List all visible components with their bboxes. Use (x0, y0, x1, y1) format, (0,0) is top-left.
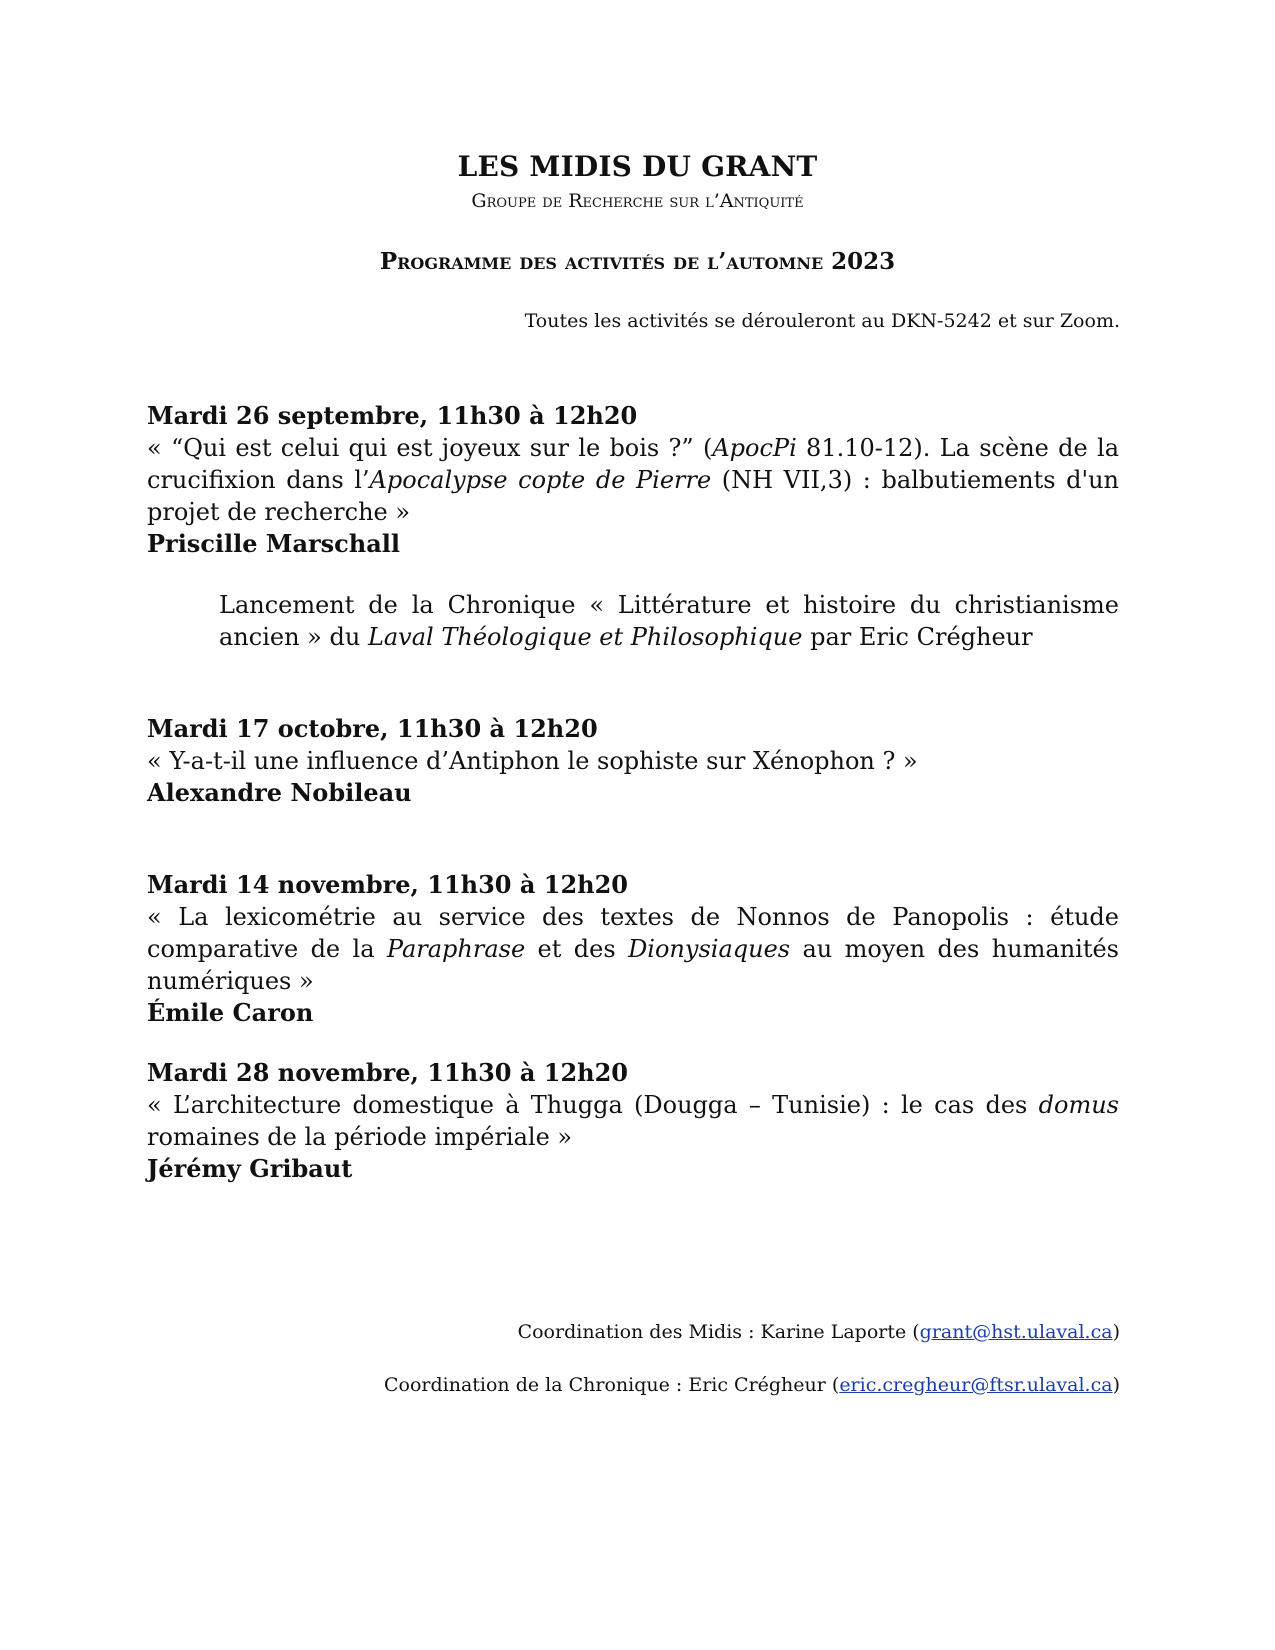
talk-italic: ApocPi (712, 434, 797, 462)
event-2 (147, 713, 1119, 809)
launch-italic: Laval Théologique et Philosophique (367, 623, 803, 651)
event-3 (147, 869, 1119, 1029)
chronique-launch-note (219, 589, 1119, 653)
talk-text: 81.10-12). La scène de la crucifixion dans l’ (147, 434, 1119, 494)
talk-text: (NH VII,3) : balbutiements d'un projet de recherche » (147, 466, 1119, 526)
talk-italic: Dionysiaques (628, 935, 791, 963)
launch-text: par Eric Crégheur (802, 623, 1033, 651)
coordination-midis (518, 1321, 1120, 1343)
talk-text: au moyen des humanités numériques » (147, 935, 1119, 995)
event-4 (147, 1057, 1119, 1185)
coordination-label: Coordination de la Chronique : Eric Crégheur ( (383, 1374, 840, 1396)
page-title: LES MIDIS DU GRANT (457, 150, 818, 183)
launch-text: Lancement de la Chronique « Littérature et histoire du christianisme ancien » du (219, 591, 1119, 651)
event-1 (147, 400, 1119, 560)
talk-text: romaines de la période impériale » (147, 1123, 573, 1151)
talk-italic: Apocalypse copte de Pierre (369, 466, 712, 494)
close-paren: ) (1112, 1321, 1120, 1343)
talk-text: « La lexicométrie au service des textes de Nonnos de Panopolis : étude comparative de la (147, 903, 1119, 963)
talk-italic: domus (1038, 1091, 1119, 1119)
cregheur-email-link[interactable]: eric.cregheur@ftsr.ulaval.ca (839, 1374, 1113, 1396)
event-date: Mardi 26 septembre, 11h30 à 12h20 (147, 401, 638, 430)
event-talk-title (147, 1089, 1119, 1153)
event-date: Mardi 17 octobre, 11h30 à 12h20 (147, 714, 598, 743)
event-date: Mardi 28 novembre, 11h30 à 12h20 (147, 1058, 628, 1087)
event-speaker: Jérémy Gribaut (147, 1154, 353, 1183)
coordination-label: Coordination des Midis : Karine Laporte ( (517, 1321, 920, 1343)
talk-text: « L’architecture domestique à Thugga (Dougga – Tunisie) : le cas des (147, 1091, 1039, 1119)
programme-heading: Programme des activités de l’automne 2023 (379, 248, 896, 275)
grant-email-link[interactable]: grant@hst.ulaval.ca (919, 1321, 1113, 1343)
talk-text: « “Qui est celui qui est joyeux sur le bois ?” ( (147, 434, 713, 462)
talk-italic: Paraphrase (386, 935, 526, 963)
page-subtitle: Groupe de Recherche sur l’Antiquité (471, 190, 804, 212)
event-speaker: Émile Caron (147, 998, 314, 1027)
coordination-chronique (384, 1374, 1120, 1396)
event-talk-title (147, 901, 1119, 997)
event-talk-title (147, 432, 1119, 528)
talk-text: et des (525, 935, 629, 963)
event-speaker: Priscille Marschall (147, 529, 401, 558)
event-date: Mardi 14 novembre, 11h30 à 12h20 (147, 870, 628, 899)
close-paren: ) (1112, 1374, 1120, 1396)
event-speaker: Alexandre Nobileau (147, 778, 412, 807)
venue-note: Toutes les activités se dérouleront au DKN-5242 et sur Zoom. (524, 310, 1120, 332)
event-talk-title: « Y-a-t-il une influence d’Antiphon le sophiste sur Xénophon ? » (147, 747, 918, 775)
